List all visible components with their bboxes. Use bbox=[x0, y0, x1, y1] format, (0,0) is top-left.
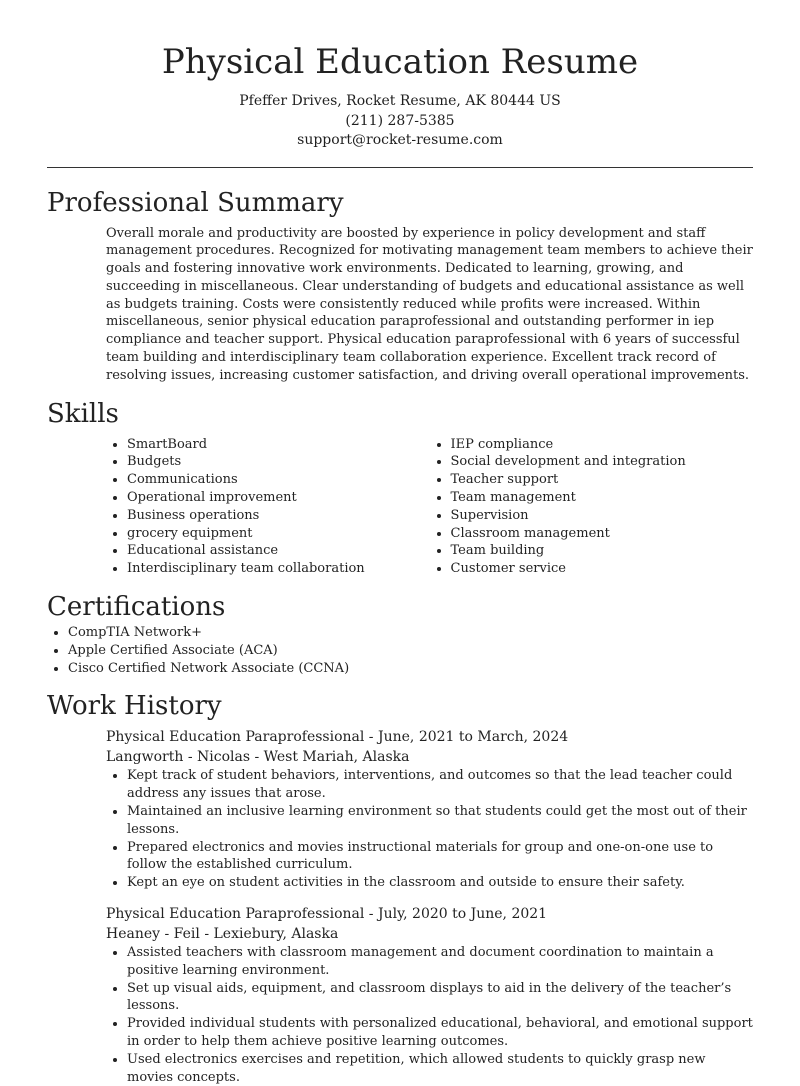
skill-item: • IEP compliance bbox=[451, 436, 754, 454]
work-history-heading: Work History bbox=[47, 691, 222, 722]
job-duty-item: • Prepared electronics and movies instructional materials for group and one-on-one use to follow the established curriculum. bbox=[127, 839, 753, 875]
skill-item: • Educational assistance bbox=[127, 542, 430, 560]
job-duties-list bbox=[106, 767, 753, 892]
job-duty-item: • Set up visual aids, equipment, and classroom displays to aid in the delivery of the teacher’s lessons. bbox=[127, 980, 753, 1016]
certifications-section bbox=[47, 590, 753, 677]
job-duty-item: • Used electronics exercises and repetition, which allowed students to quickly grasp new movies concepts. bbox=[127, 1051, 753, 1086]
job-company-line: Heaney - Feil - Lexiebury, Alaska bbox=[106, 925, 339, 942]
skills-list-right bbox=[430, 436, 754, 578]
skill-item: • SmartBoard bbox=[127, 436, 430, 454]
skill-item: • Social development and integration bbox=[451, 453, 754, 471]
job-entry bbox=[106, 905, 753, 1086]
skills-heading: Skills bbox=[47, 398, 119, 429]
job-entry bbox=[106, 728, 753, 892]
skill-item: • Teacher support bbox=[451, 471, 754, 489]
job-duty-item: • Provided individual students with personalized educational, behavioral, and emotional support in order to help them achieve positive learning outcomes. bbox=[127, 1015, 753, 1051]
certification-item: • Cisco Certified Network Associate (CCNA) bbox=[68, 660, 753, 678]
header-divider bbox=[47, 167, 753, 168]
job-duty-item: • Maintained an inclusive learning environment so that students could get the most out of their lessons. bbox=[127, 803, 753, 839]
skill-item: • Supervision bbox=[451, 507, 754, 525]
skill-item: • Business operations bbox=[127, 507, 430, 525]
contact-phone: (211) 287-5385 bbox=[345, 112, 455, 129]
summary-section bbox=[47, 186, 753, 385]
certification-item: • CompTIA Network+ bbox=[68, 624, 753, 642]
skill-item: • Budgets bbox=[127, 453, 430, 471]
skill-item: • Customer service bbox=[451, 560, 754, 578]
skills-list-left bbox=[106, 436, 430, 578]
summary-text: Overall morale and productivity are boosted by experience in policy development and staff management procedures. Recognized for motivating management team members to achieve their goals and fostering innovative work environments. Dedicated to learning, growing, and succeeding in miscellaneous. Clear understanding of budgets and educational assistance as well as budgets training. Costs were consistently reduced while profits were increased. Within miscellaneous, senior physical education paraprofessional and outstanding performer in iep compliance and teacher support. Physical education paraprofessional with 6 years of successful team building and interdisciplinary team collaboration experience. Excellent track record of resolving issues, increasing customer satisfaction, and driving overall operational improvements. bbox=[106, 225, 753, 383]
job-duty-item: • Kept track of student behaviors, interventions, and outcomes so that the lead teacher could address any issues that arose. bbox=[127, 767, 753, 803]
job-duties-list bbox=[106, 944, 753, 1086]
skills-section bbox=[47, 397, 753, 578]
skills-columns bbox=[106, 436, 753, 578]
job-company-line: Langworth - Nicolas - West Mariah, Alaska bbox=[106, 748, 410, 765]
work-history-section bbox=[47, 689, 753, 1086]
job-duty-item: • Kept an eye on student activities in the classroom and outside to ensure their safety. bbox=[127, 874, 753, 892]
skill-item: • Team management bbox=[451, 489, 754, 507]
certifications-list bbox=[47, 624, 753, 677]
certification-item: • Apple Certified Associate (ACA) bbox=[68, 642, 753, 660]
summary-heading: Professional Summary bbox=[47, 187, 344, 218]
contact-block bbox=[0, 92, 800, 151]
job-duty-item: • Assisted teachers with classroom management and document coordination to maintain a positive learning environment. bbox=[127, 944, 753, 980]
skill-item: • Communications bbox=[127, 471, 430, 489]
job-title-line: Physical Education Paraprofessional - July, 2020 to June, 2021 bbox=[106, 906, 548, 923]
certifications-heading: Certifications bbox=[47, 592, 226, 623]
resume-header bbox=[0, 0, 800, 151]
contact-email: support@rocket-resume.com bbox=[297, 132, 503, 148]
contact-address: Pfeffer Drives, Rocket Resume, AK 80444 US bbox=[239, 93, 561, 109]
skill-item: • Interdisciplinary team collaboration bbox=[127, 560, 430, 578]
job-title-line: Physical Education Paraprofessional - June, 2021 to March, 2024 bbox=[106, 729, 569, 746]
skill-item: • Operational improvement bbox=[127, 489, 430, 507]
resume-title: Physical Education Resume bbox=[161, 42, 639, 82]
skill-item: • Classroom management bbox=[451, 525, 754, 543]
skill-item: • Team building bbox=[451, 542, 754, 560]
skill-item: • grocery equipment bbox=[127, 525, 430, 543]
